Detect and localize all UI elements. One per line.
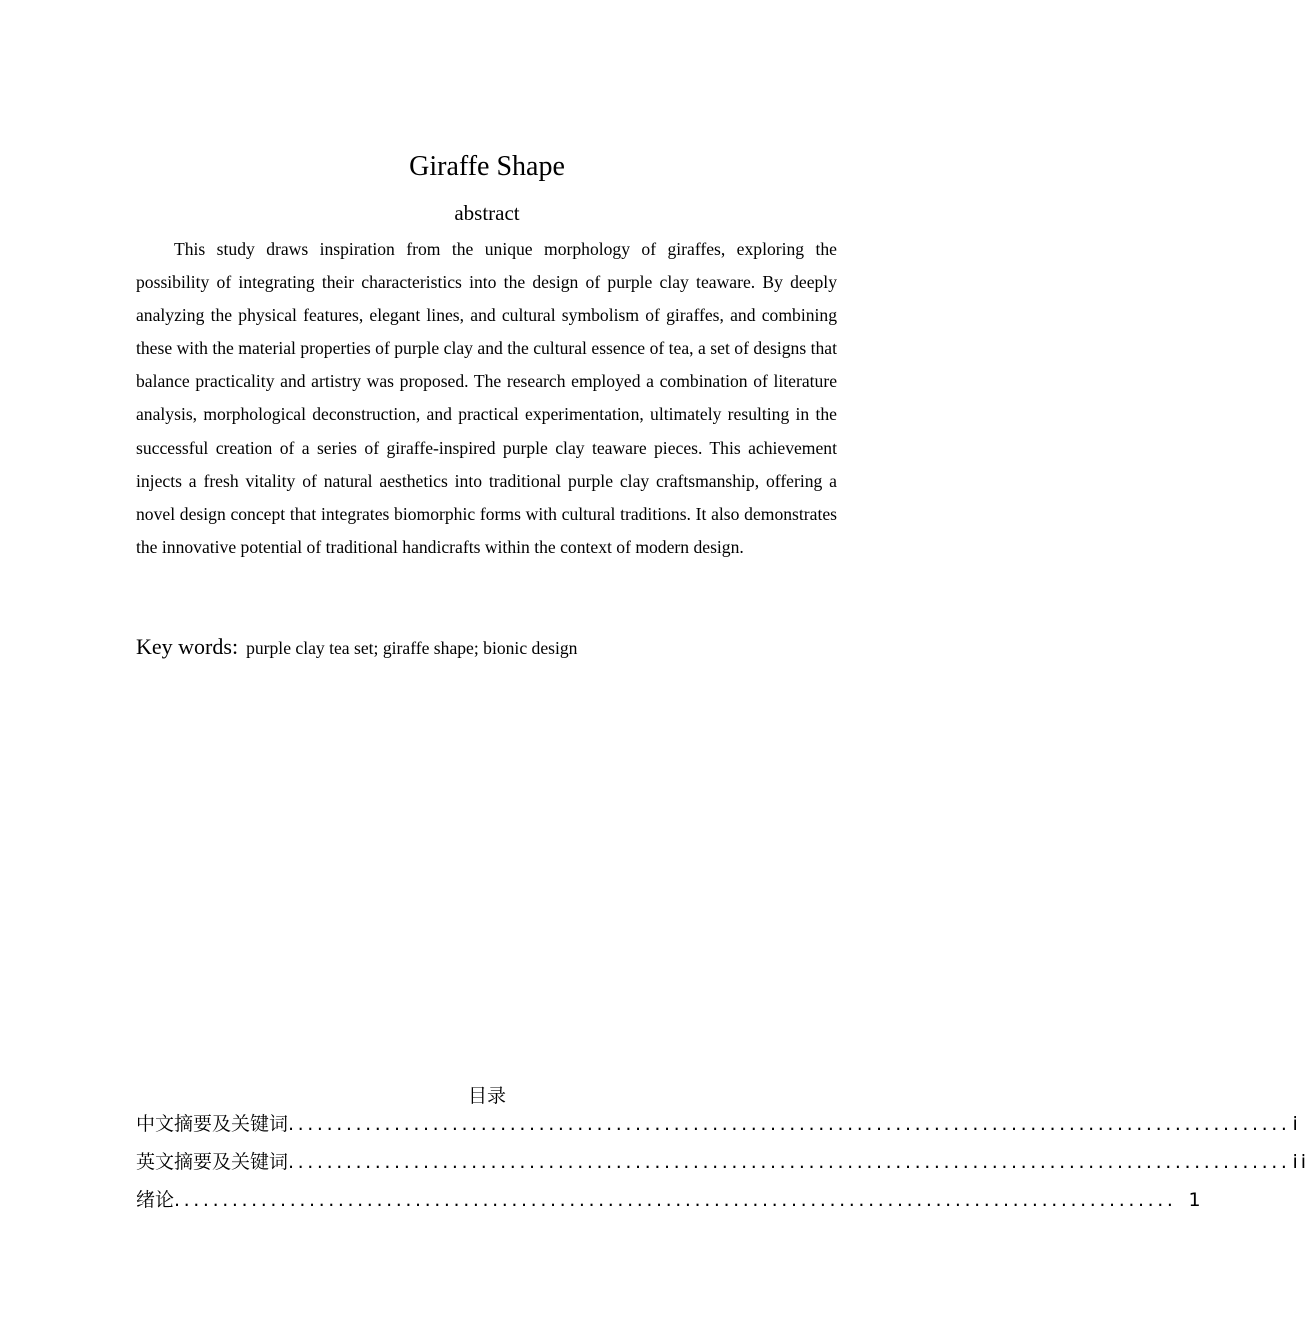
keywords-separator: : xyxy=(231,634,239,659)
toc-entry-page: 1 xyxy=(1188,1189,1204,1211)
toc-entry-label: 英文摘要及关键词 xyxy=(136,1151,289,1173)
toc-entry-label: 中文摘要及关键词 xyxy=(136,1113,289,1135)
toc-entry-page: i xyxy=(1292,1113,1301,1135)
keywords-label: Key words xyxy=(136,634,232,659)
toc-entry[interactable] xyxy=(136,1185,1204,1215)
toc-entry[interactable] xyxy=(136,1147,1309,1177)
toc-title: 目录 xyxy=(467,1085,506,1107)
document-title: Giraffe Shape xyxy=(409,151,565,182)
toc-entry-page: ii xyxy=(1292,1151,1309,1173)
abstract-heading: abstract xyxy=(454,201,520,225)
toc-dot-leader: ........................................................................................................ xyxy=(288,1113,1291,1135)
toc-dot-leader: ........................................................................................................ xyxy=(288,1151,1291,1173)
keywords-value: purple clay tea set; giraffe shape; bionic design xyxy=(246,638,578,658)
toc-dot-leader: ........................................................................................................ xyxy=(174,1189,1177,1211)
keywords-line xyxy=(136,632,837,663)
toc-entry-label: 绪论 xyxy=(136,1189,175,1211)
toc-entry[interactable] xyxy=(136,1109,1301,1139)
abstract-body: This study draws inspiration from the unique morphology of giraffes, exploring the possibility of integrating their characteristics into the design of purple clay teaware. By deeply analyzing the physical features, elegant lines, and cultural symbolism of giraffes, and combining these with the material properties of purple clay and the cultural essence of tea, a set of designs that balance practicality and artistry was proposed. The research employed a combination of literature analysis, morphological deconstruction, and practical experimentation, ultimately resulting in the successful creation of a series of giraffe-inspired purple clay teaware pieces. This achievement injects a fresh vitality of natural aesthetics into traditional purple clay craftsmanship, offering a novel design concept that integrates biomorphic forms with cultural traditions. It also demonstrates the innovative potential of traditional handicrafts within the context of modern design. xyxy=(136,239,837,557)
